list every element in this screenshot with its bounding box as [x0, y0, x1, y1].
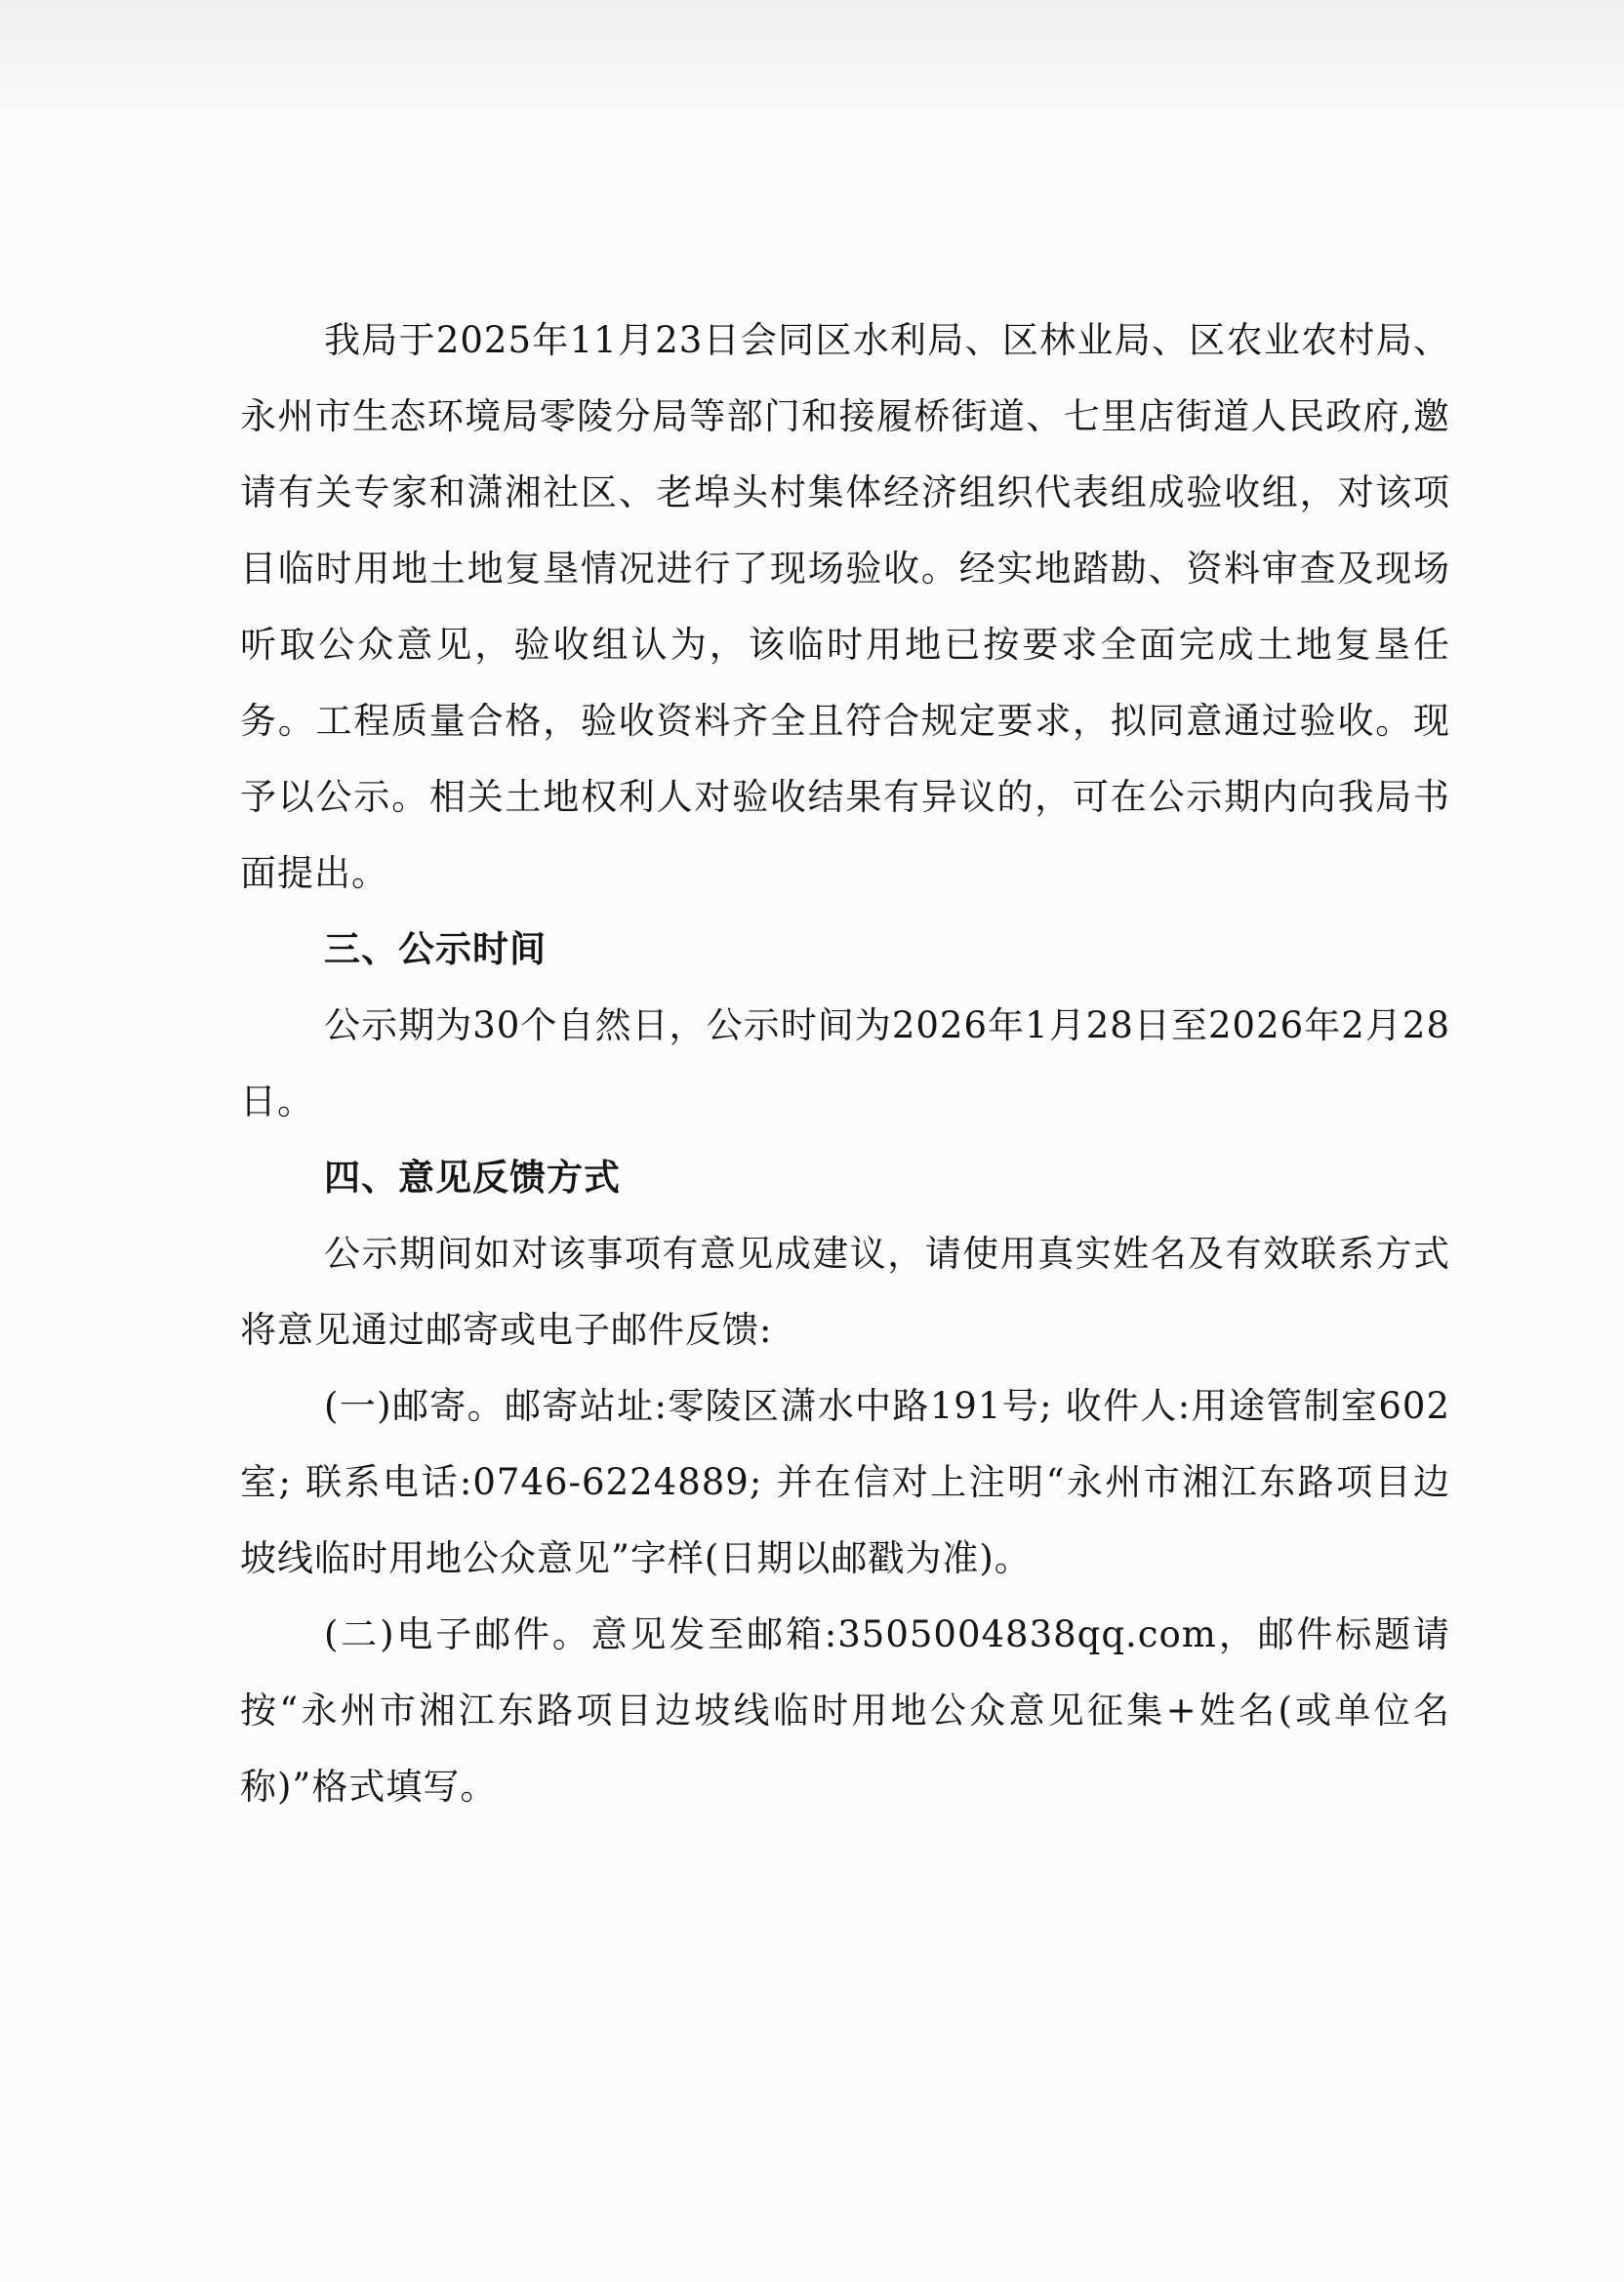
paragraph-publicity-period: 公示期为30个自然日，公示时间为2026年1月28日至2026年2月28日。 [240, 1004, 1450, 1122]
scan-top-shadow [0, 0, 1624, 137]
document-body [240, 303, 1450, 1825]
paragraph-acceptance: 我局于2025年11月23日会同区水利局、区林业局、区农业农村局、永州市生态环境局零陵分局等部门和接履桥街道、七里店街道人民政府,邀请有关专家和潇湘社区、老埠头村集体经济组织代表组成验收组，对该项目临时用地土地复垦情况进行了现场验收。经实地踏勘、资料审查及现场听取公众意见，验收组认为，该临时用地已按要求全面完成土地复垦任务。工程质量合格，验收资料齐全且符合规定要求，拟同意通过验收。现予以公示。相关土地权利人对验收结果有异议的，可在公示期内向我局书面提出。 [240, 319, 1450, 894]
heading-feedback-method: 四、意见反馈方式 [324, 1157, 621, 1199]
paragraph-mail-feedback: (一)邮寄。邮寄站址:零陵区潇水中路191号; 收件人:用途管制室602室; 联系电话:0746-6224889; 并在信对上注明“永州市湘江东路项目边坡线临时用地公众意见”字样(日期以邮戳为准)。 [240, 1385, 1450, 1579]
paragraph-email-feedback: (二)电子邮件。意见发至邮箱:3505004838qq.com，邮件标题请按“永州市湘江东路项目边坡线临时用地公众意见征集+姓名(或单位名称)”格式填写。 [240, 1613, 1450, 1808]
heading-publicity-time: 三、公示时间 [324, 928, 547, 970]
paragraph-feedback-intro: 公示期间如对该事项有意见成建议，请使用真实姓名及有效联系方式将意见通过邮寄或电子邮件反馈: [240, 1233, 1450, 1351]
